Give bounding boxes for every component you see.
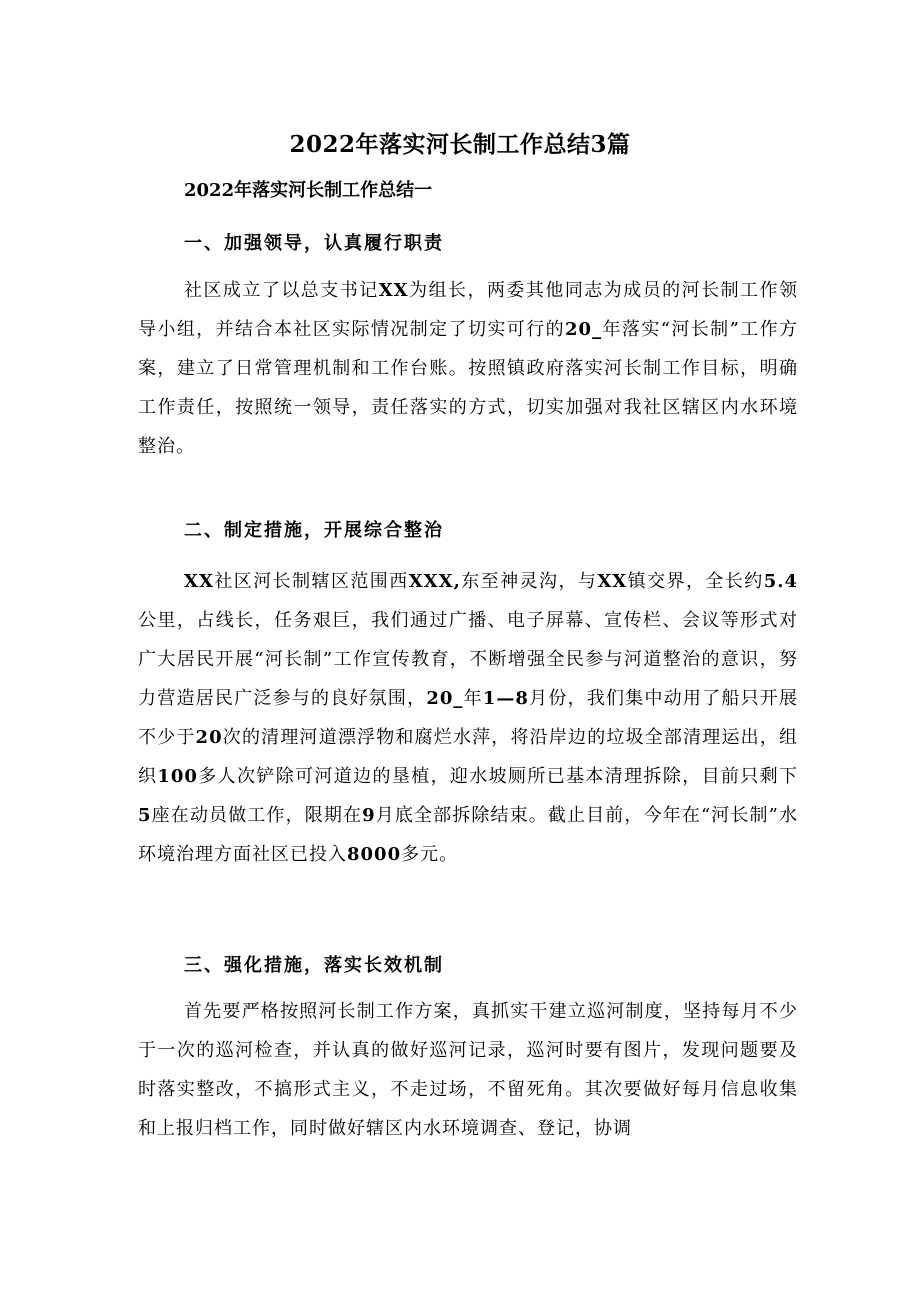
section-heading-1: 一、加强领导，认真履行职责 bbox=[184, 233, 444, 254]
document-title: 2022年落实河长制工作总结3篇 bbox=[289, 131, 631, 158]
section-paragraph-3: 首先要严格按照河长制工作方案，真抓实干建立巡河制度，坚持每月不少于一次的巡河检查，并认真的做好巡河记录，巡河时要有图片，发现问题要及时落实整改，不搞形式主义，不走过场，不留死角。其次要做好每月信息收集和上报归档工作，同时做好辖区内水环境调查、登记，协调 bbox=[138, 1001, 798, 1139]
section-paragraph-2: XX社区河长制辖区范围西XXX,东至神灵沟，与XX镇交界，全长约5.4公里，占线长，任务艰巨，我们通过广播、电子屏幕、宣传栏、会议等形式对广大居民开展“河长制”工作宣传教育，不断增强全民参与河道整治的意识，努力营造居民广泛参与的良好氛围，20_年1—8月份，我们集中动用了船只开展不少于20次的清理河道漂浮物和腐烂水萍，将沿岸边的垃圾全部清理运出，组织100多人次铲除可河道边的垦植，迎水坡厕所已基本清理拆除，目前只剩下5座在动员做工作，限期在9月底全部拆除结束。截止目前，今年在“河长制”水环境治理方面社区已投入8000多元。 bbox=[138, 571, 799, 865]
document-subtitle: 2022年落实河长制工作总结一 bbox=[184, 180, 433, 201]
section-paragraph-1: 社区成立了以总支书记XX为组长，两委其他同志为成员的河长制工作领导小组，并结合本社区实际情况制定了切实可行的20_年落实“河长制”工作方案，建立了日常管理机制和工作台账。按照镇政府落实河长制工作目标，明确工作责任，按照统一领导，责任落实的方式，切实加强对我社区辖区内水环境整治。 bbox=[138, 280, 799, 457]
section-heading-2: 二、制定措施，开展综合整治 bbox=[184, 520, 444, 541]
section-heading-3: 三、强化措施，落实长效机制 bbox=[184, 955, 444, 976]
